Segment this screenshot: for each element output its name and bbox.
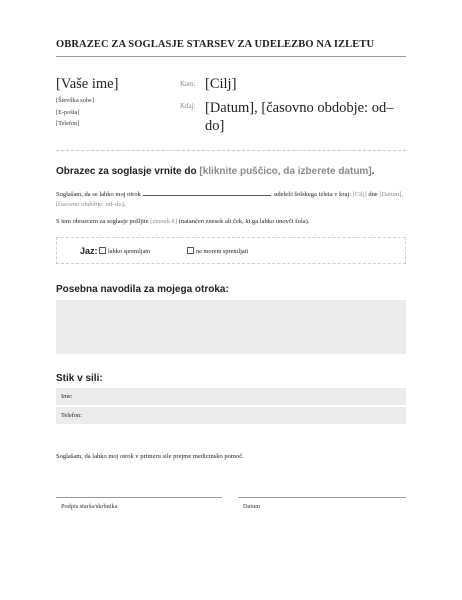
place-placeholder[interactable]: [Cilj] [352,191,367,198]
emergency-phone-row[interactable] [56,407,406,424]
parent-signature-line[interactable] [56,497,222,498]
consent-paragraph: Soglašam, da se lahko moj otrok udeleži šolskega izleta v kraj: [Cilj] dne [Datum], [časovno obdobje: od–do]. [56,188,408,210]
checkbox-icon[interactable] [187,247,194,254]
medical-consent-text: Soglašam, da lahko moj otrok v primeru sile prejme medicinsko pomoč. [56,453,244,460]
room-field[interactable]: [Številka sobe] [56,97,94,104]
emergency-heading: Stik v sili: [56,373,103,384]
instructions-textarea[interactable] [56,300,406,354]
fee-paragraph: S tem obrazcem za soglasje pošljite [znesek €] (natančen znesek ali ček, ki ga lahko unovči šola). [56,218,310,225]
email-field[interactable]: [E-pošta] [56,109,80,116]
title-divider [56,56,406,57]
fee-amount-placeholder[interactable]: [znesek €] [150,218,178,225]
checkbox-icon[interactable] [99,247,106,254]
return-date-picker[interactable]: [kliknite puščico, da izberete datum] [199,166,372,177]
header-divider [56,150,406,151]
document-title: OBRAZEC ZA SOGLASJE STARSEV ZA UDELEZBO NA IZLETU [56,39,375,50]
date-placeholder[interactable]: [Datum], [časovno obdobje: od–do] [56,191,404,208]
when-value[interactable]: [Datum], [časovno obdobje: od–do] [205,100,394,134]
emergency-name-label: Ime: [61,393,73,400]
return-heading: Obrazec za soglasje vrnite do [kliknite puščico, da izberete datum]. [56,166,375,177]
child-name-blank[interactable] [143,188,271,196]
instructions-heading: Posebna navodila za mojega otroka: [56,284,229,295]
emergency-name-row[interactable] [56,388,406,405]
parent-signature-label: Podpis starša/skrbnika [61,503,118,510]
where-value[interactable]: [Cilj] [205,76,237,92]
emergency-phone-label: Telefon: [61,412,82,419]
signature-date-label: Datum [243,503,261,510]
when-label: Kdaj: [180,102,196,110]
where-label: Kam: [180,80,196,88]
jaz-label: Jaz: [80,246,98,256]
name-field[interactable]: [Vaše ime] [56,76,119,92]
date-signature-line[interactable] [238,497,406,498]
option-can-chaperone[interactable]: lahko spremljam [99,247,150,255]
phone-field[interactable]: [Telefon] [56,120,80,127]
option-cannot-chaperone[interactable]: ne morem spremljati [187,247,248,255]
